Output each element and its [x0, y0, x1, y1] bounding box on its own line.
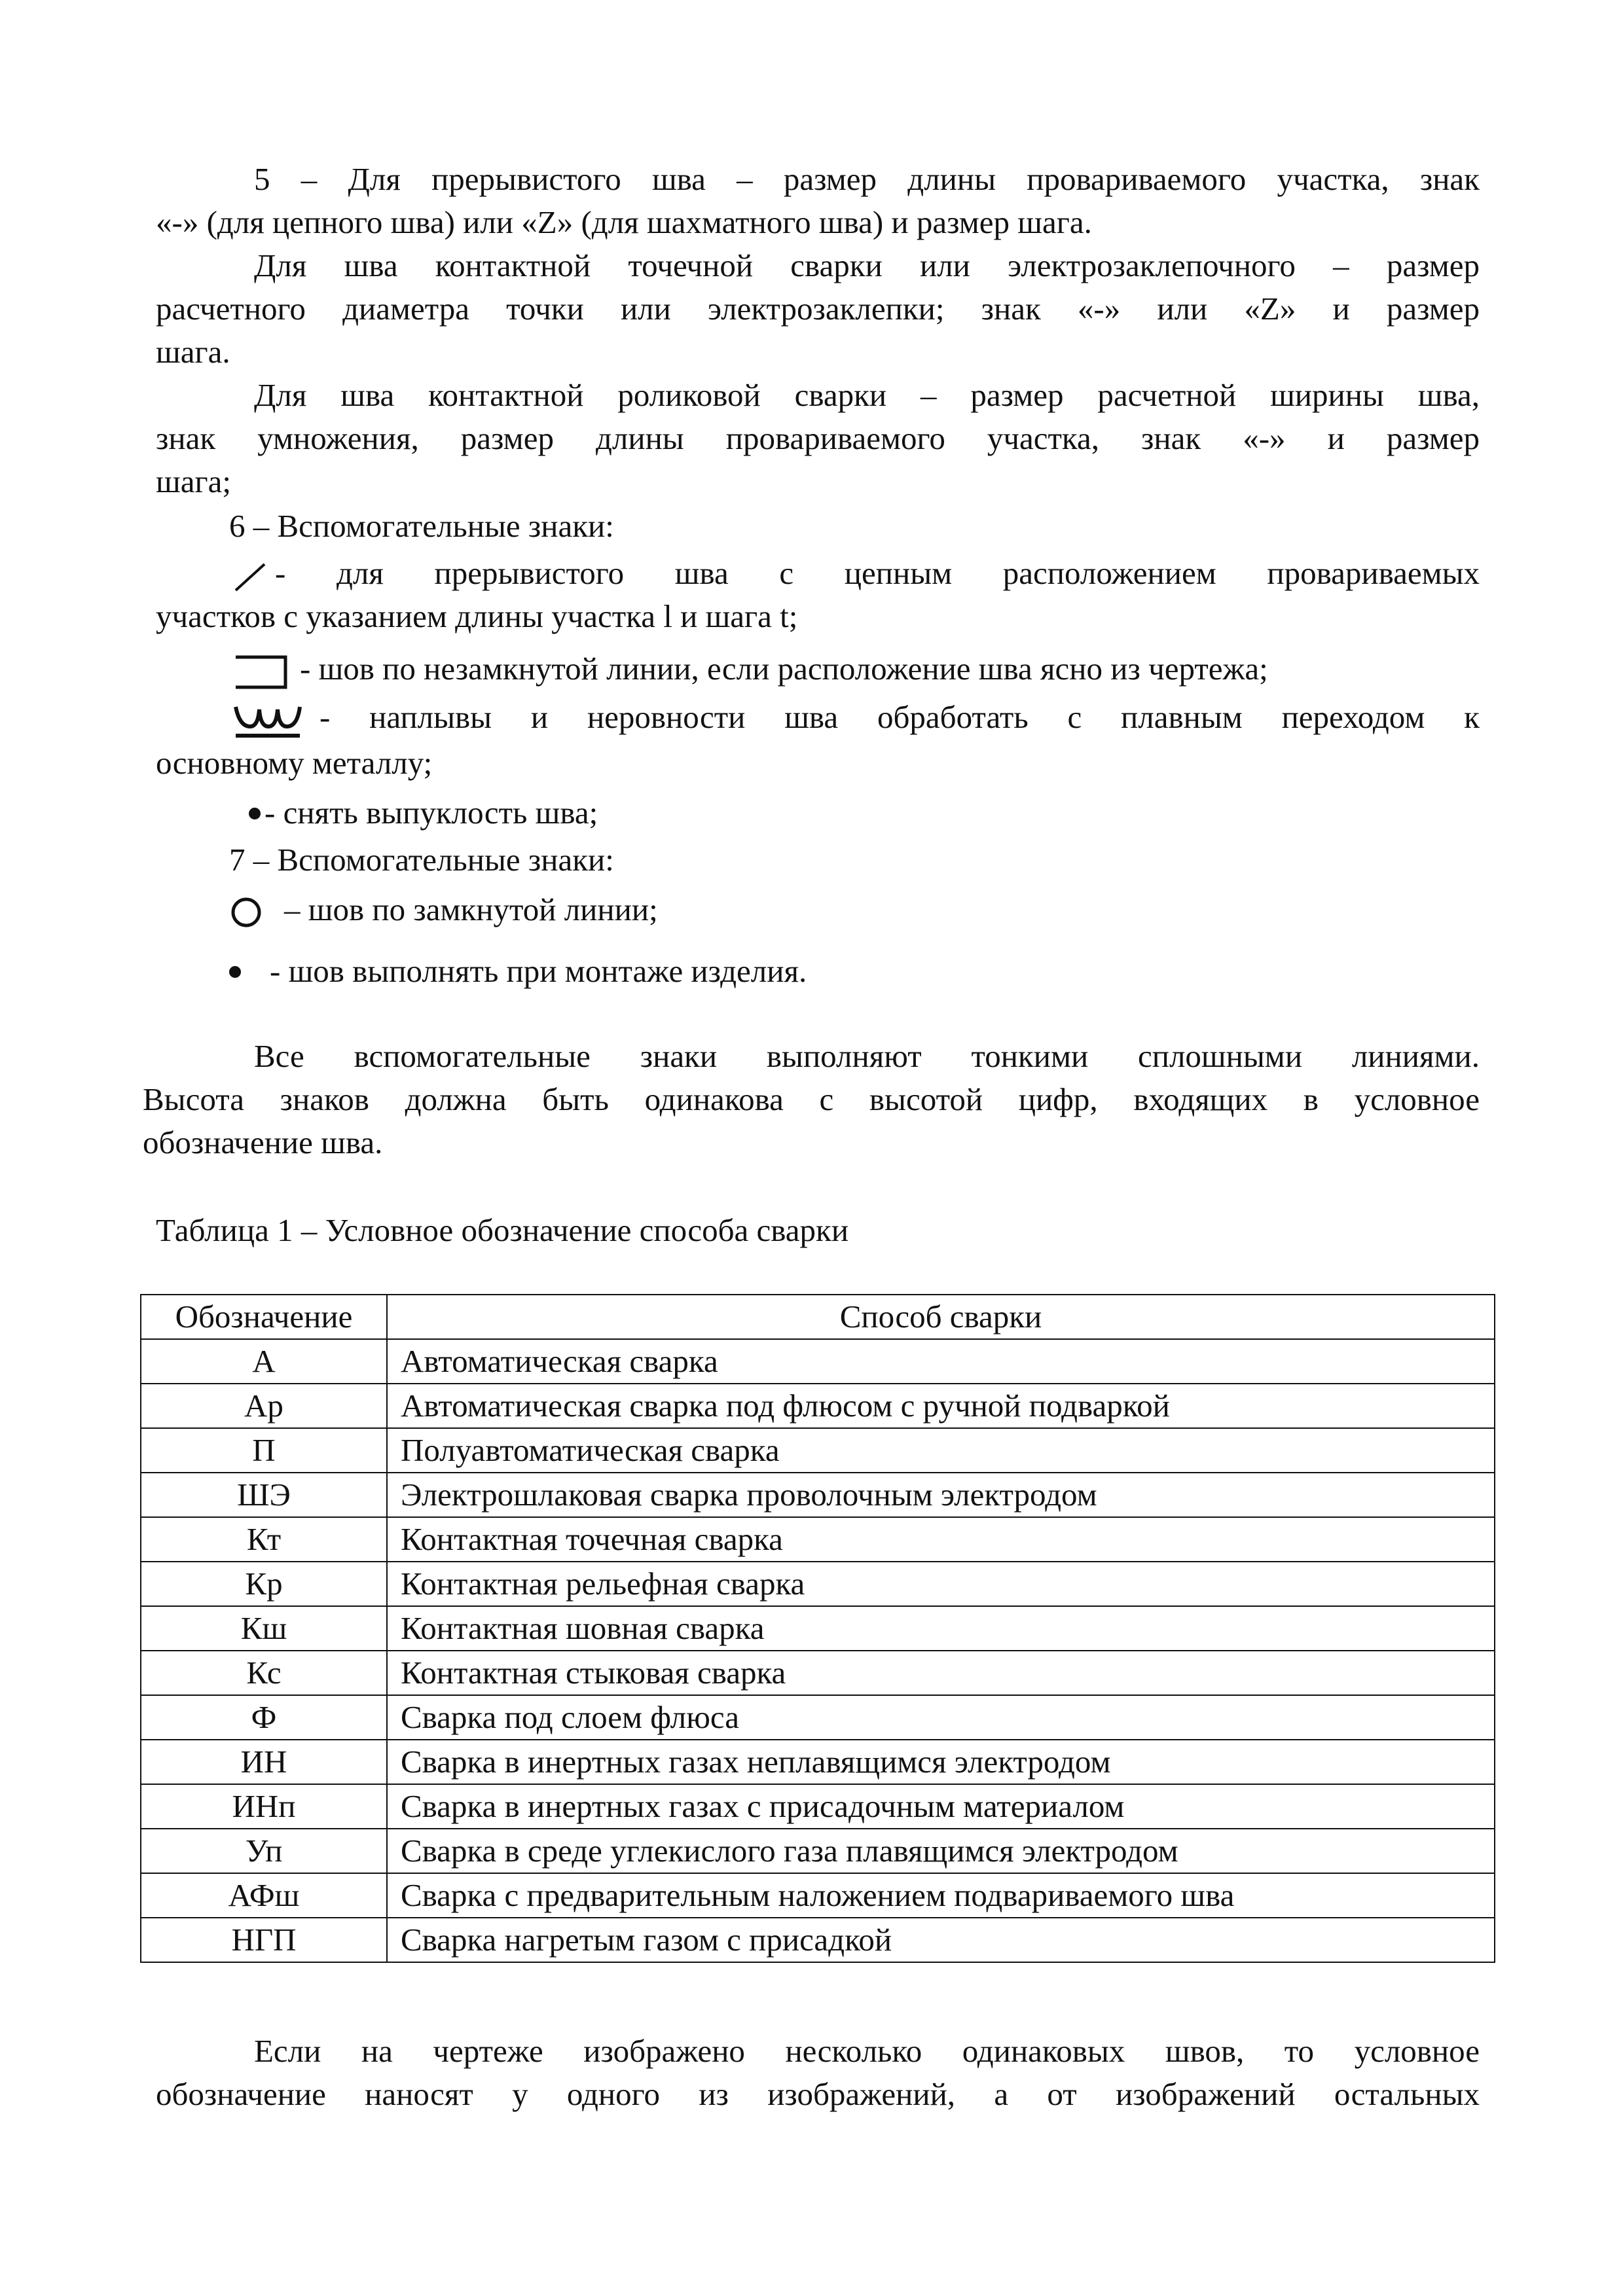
open-line-symbol-icon: [233, 652, 292, 692]
smooth-transition-line2: основному металлу;: [156, 745, 433, 781]
cell-designation: П: [141, 1428, 387, 1473]
cell-method: Электрошлаковая сварка проволочным электродом: [387, 1473, 1495, 1517]
table-row: [141, 1918, 1495, 1962]
note-line3: обозначение шва.: [143, 1124, 383, 1160]
table-row: [141, 1339, 1495, 1384]
table-header-row: [141, 1295, 1495, 1339]
open-line-text: - шов по незамкнутой линии, если расположение шва ясно из чертежа;: [300, 651, 1268, 687]
note-line2: Высота знаков должна быть одинакова с высотой цифр, входящих в условное: [143, 1081, 1480, 1117]
cell-method: Контактная шовная сварка: [387, 1606, 1495, 1651]
roller-line3: шага;: [156, 463, 231, 499]
closed-line-text: – шов по замкнутой линии;: [284, 891, 658, 927]
closed-line-circle-icon: [229, 895, 263, 929]
roller-line1: Для шва контактной роликовой сварки – размер расчетной ширины шва,: [254, 377, 1480, 413]
table-row: [141, 1740, 1495, 1784]
final-line2: обозначение наносят у одного из изображений, а от изображений остальных: [156, 2076, 1480, 2112]
cell-designation: Ф: [141, 1695, 387, 1740]
slash-symbol-icon: [232, 560, 268, 594]
cell-method: Сварка в инертных газах неплавящимся электродом: [387, 1740, 1495, 1784]
cell-designation: НГП: [141, 1918, 387, 1962]
table-row: [141, 1873, 1495, 1918]
roller-line2: знак умножения, размер длины провариваемого участка, знак «-» и размер: [156, 420, 1480, 456]
cell-designation: Кс: [141, 1651, 387, 1695]
cell-designation: АФш: [141, 1873, 387, 1918]
chain-weld-line1: - для прерывистого шва с цепным расположением провариваемых: [275, 555, 1480, 591]
final-line1: Если на чертеже изображено несколько одинаковых швов, то условное: [254, 2033, 1480, 2069]
cell-designation: ШЭ: [141, 1473, 387, 1517]
bullet-dot-icon: [247, 806, 262, 821]
cell-designation: А: [141, 1339, 387, 1384]
contact-point-line2: расчетного диаметра точки или электрозаклепки; знак «-» или «Z» и размер: [156, 291, 1480, 327]
table-row: [141, 1428, 1495, 1473]
table-row: [141, 1784, 1495, 1829]
cell-method: Автоматическая сварка: [387, 1339, 1495, 1384]
item6-heading: 6 – Вспомогательные знаки:: [229, 508, 614, 544]
item5-line2: «-» (для цепного шва) или «Z» (для шахматного шва) и размер шага.: [156, 204, 1092, 240]
table-row: [141, 1829, 1495, 1873]
item7-heading: 7 – Вспомогательные знаки:: [229, 842, 614, 878]
contact-point-line3: шага.: [156, 334, 230, 370]
table-row: [141, 1562, 1495, 1606]
smooth-transition-line1: - наплывы и неровности шва обработать с плавным переходом к: [319, 699, 1480, 735]
chain-weld-line2: участков с указанием длины участка l и шага t;: [156, 598, 798, 634]
note-line1: Все вспомогательные знаки выполняют тонкими сплошными линиями.: [254, 1038, 1480, 1074]
table-caption: Таблица 1 – Условное обозначение способа сварки: [156, 1212, 849, 1248]
cell-method: Контактная стыковая сварка: [387, 1651, 1495, 1695]
cell-method: Полуавтоматическая сварка: [387, 1428, 1495, 1473]
table-row: [141, 1606, 1495, 1651]
cell-method: Сварка нагретым газом с присадкой: [387, 1918, 1495, 1962]
table-row: [141, 1473, 1495, 1517]
cell-designation: ИН: [141, 1740, 387, 1784]
cell-method: Контактная рельефная сварка: [387, 1562, 1495, 1606]
header-designation: Обозначение: [141, 1295, 387, 1339]
cell-method: Сварка в среде углекислого газа плавящимся электродом: [387, 1829, 1495, 1873]
cell-method: Сварка в инертных газах с присадочным материалом: [387, 1784, 1495, 1829]
convex-removal-line: - снять выпуклость шва;: [264, 795, 598, 831]
mount-dot-icon: [228, 965, 242, 979]
mount-line-text: - шов выполнять при монтаже изделия.: [270, 953, 807, 989]
cell-method: Автоматическая сварка под флюсом с ручной подваркой: [387, 1384, 1495, 1428]
contact-point-line1: Для шва контактной точечной сварки или электрозаклепочного – размер: [254, 247, 1480, 283]
table-row: [141, 1384, 1495, 1428]
cell-designation: Кт: [141, 1517, 387, 1562]
table-row: [141, 1695, 1495, 1740]
cell-designation: Кр: [141, 1562, 387, 1606]
item5-line1: 5 – Для прерывистого шва – размер длины провариваемого участка, знак: [254, 161, 1480, 197]
cell-designation: Кш: [141, 1606, 387, 1651]
cell-designation: ИНп: [141, 1784, 387, 1829]
header-method: Способ сварки: [387, 1295, 1495, 1339]
cell-method: Сварка с предварительным наложением подвариваемого шва: [387, 1873, 1495, 1918]
smooth-transition-symbol-icon: [232, 700, 304, 741]
welding-methods-table: [140, 1294, 1495, 1963]
table-row: [141, 1517, 1495, 1562]
cell-method: Сварка под слоем флюса: [387, 1695, 1495, 1740]
cell-designation: Ар: [141, 1384, 387, 1428]
cell-designation: Уп: [141, 1829, 387, 1873]
cell-method: Контактная точечная сварка: [387, 1517, 1495, 1562]
table-row: [141, 1651, 1495, 1695]
